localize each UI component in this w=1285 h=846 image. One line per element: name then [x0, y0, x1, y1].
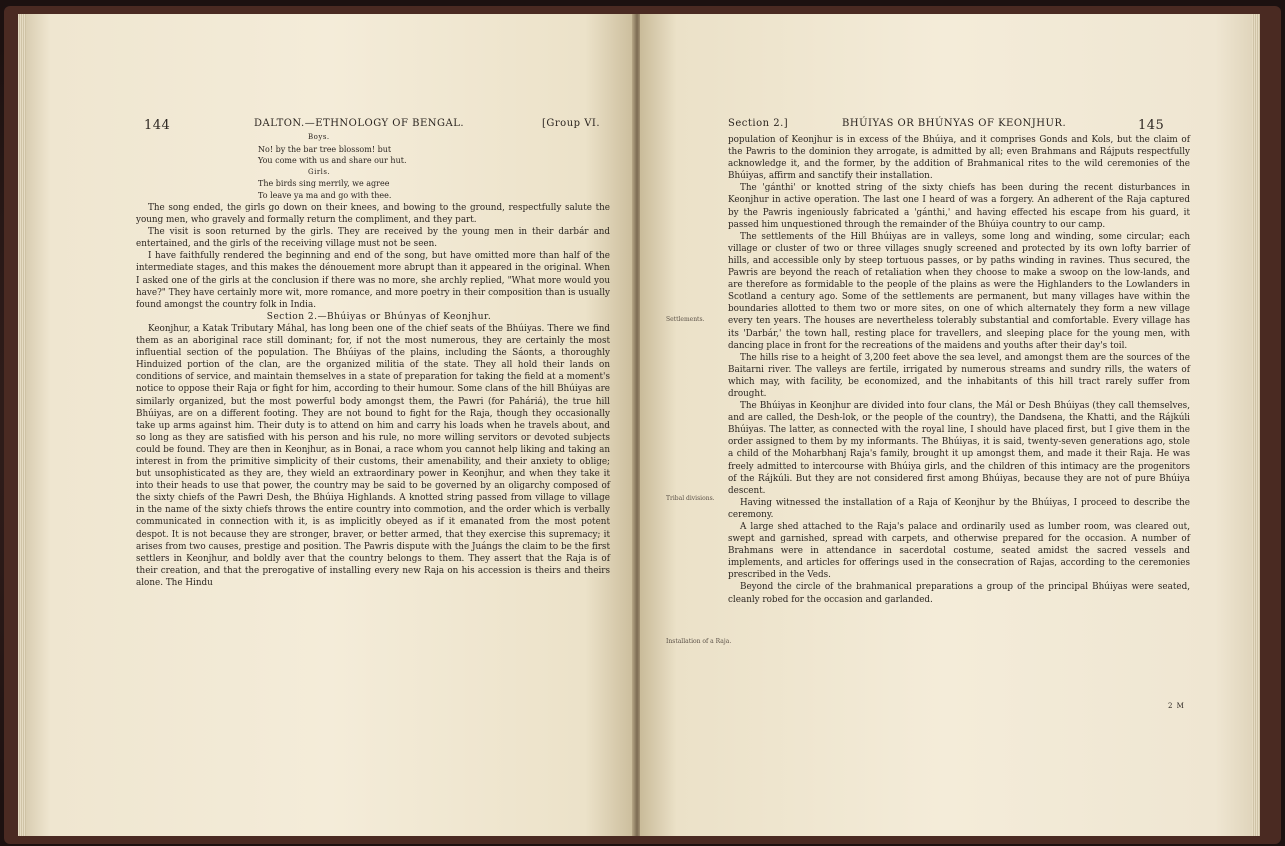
paragraph: The song ended, the girls go down on their knees, and bowing to the ground, respectfully salute the young men, who gravely and formally return the compliment, and they part.: [136, 203, 610, 226]
song-speaker-girls: Girls.: [308, 167, 331, 176]
song-line: You come with us and share our hut.: [258, 156, 407, 166]
paragraph: The visit is soon returned by the girls. They are received by the young men in their darbár and entertained, and the girls of the receiving village must not be seen.: [136, 227, 610, 250]
left-group-label: [Group VI.: [542, 118, 601, 129]
section-title: Section 2.—Bhúiyas or Bhúnyas of Keonjhur.: [266, 311, 492, 322]
paragraph: Having witnessed the installation of a Raja of Keonjhur by the Bhúiyas, I proceed to describe the ceremony.: [728, 497, 1190, 520]
left-running-head: DALTON.—ETHNOLOGY OF BENGAL.: [254, 118, 465, 129]
paragraph: A large shed attached to the Raja's palace and ordinarily used as lumber room, was cleared out, swept and garnished, spread with carpets, and otherwise prepared for the occasion. A number of Brahmans were in attendance in sacerdotal costume, seated amidst the sacred vessels and implements, and articles for offerings used in the consecration of Rajas, according to the ceremonies prescribed in the Veds.: [728, 522, 1190, 581]
paragraph: The settlements of the Hill Bhúiyas are in valleys, some long and winding, some circular; each village or cluster of two or three villages snugly screened and protected by its own lofty barrier of hills, and accessible only by steep tortuous passes, or by paths winding in ravines. Thus secured, the Pawris are beyond the reach of retaliation when they choose to make a swoop on the low-lands, and are therefore as formidable to the people of the plains as were the Highlanders to the Lowlanders in Scotland a century ago. Some of the settlements are permanent, but many villages have within the boundaries allotted to them two or more sites, on one of which alternately they form a new village every ten years. The houses are nevertheless tolerably substantial and comfortable. Every village has its 'Darbár,' the town hall, resting place for travellers, and sleeping place for the young men, with dancing place in front for the recreations of the maidens and youths after their day's toil.: [728, 231, 1190, 351]
paragraph: The hills rise to a height of 3,200 feet above the sea level, and amongst them are the sources of the Baitarni river. The valleys are fertile, irrigated by numerous streams and sundry rills, the waters of which may, with facility, be economized, and the inhabitants of this hill tract rarely suffer from drought.: [728, 352, 1190, 399]
paragraph: population of Keonjhur is in excess of the Bhúiya, and it comprises Gonds and Kols, but the claim of the Pawris to the dominion they arrogate, is admitted by all; even Brahmans and Rájputs respectfully acknowledge it, and the former, by the addition of Brahmanical rites to the wild ceremonies of the Bhúiyas, affirm and sanctify their installation.: [728, 135, 1190, 182]
song-line: The birds sing merrily, we agree: [258, 179, 390, 189]
left-page-number: 144: [144, 118, 171, 133]
song-line: No! by the bar tree blossom! but: [258, 144, 392, 154]
right-running-head: BHÚIYAS OR BHÚNYAS OF KEONJHUR.: [842, 118, 1067, 129]
margin-note-tribal-divisions: Tribal divisions.: [666, 495, 715, 502]
song-line: To leave ya ma and go with thee.: [258, 190, 392, 200]
right-page-number: 145: [1138, 118, 1165, 133]
paragraph: The 'gánthi' or knotted string of the sixty chiefs has been during the recent disturbances in Keonjhur in active operation. The last one I heard of was a forgery. An adherent of the Raja captured by the Pawris ingeniously fabricated a 'gánthi,' and having effected his escape from his guard, it passed him unquestioned through the remainder of the Bhúiya country to our camp.: [728, 183, 1190, 230]
paragraph: Beyond the circle of the brahmanical preparations a group of the principal Bhúiyas were seated, cleanly robed for the occasion and garlanded.: [728, 582, 1190, 605]
song-speaker-boys: Boys.: [308, 133, 330, 141]
margin-note-settlements: Settlements.: [666, 316, 705, 323]
paragraph: I have faithfully rendered the beginning and end of the song, but have omitted more than half of the intermediate stages, and this makes the dénouement more abrupt than it appeared in the original. When I asked one of the girls at the conclusion if there was no more, she archly replied, "What more would you have?" They have certainly more wit, more romance, and more poetry in their composition than is usually found amongst the country folk in India.: [136, 251, 610, 310]
paragraph: Keonjhur, a Katak Tributary Máhal, has long been one of the chief seats of the Bhúiyas. There we find them as an aboriginal race still dominant; for, if not the most numerous, they are certainly the most influential section of the population. The Bhúiyas of the plains, including the Sáonts, a thoroughly Hinduized portion of the clan, are the organized militia of the state. They all hold their lands on conditions of service, and maintain themselves in a state of preparation for taking the field at a moment's notice to oppose their Raja or fight for him, according to their humour. Some clans of the hill Bhúiyas are similarly organized, but the most powerful body amongst them, the Pawri (for Paháriá), the true hill Bhúiyas, are on a different footing. They are not bound to fight for the Raja, though they occasionally take up arms against him. Their duty is to attend on him and carry his loads when he travels about, and so long as they are satisfied with his person and his rule, no more willing servitors or devoted subjects could be found. They are then in Keonjhur, as in Bonai, a race whom you cannot help liking and taking an interest in from the primitive simplicity of their customs, their amenability, and their anxiety to oblige; but unsophisticated as they are, they wield an extraordinary power in Keonjhur, and when they take it into their heads to use that power, the country may be said to be governed by an oligarchy composed of the sixty chiefs of the Pawri Desh, the Bhúiya Highlands. A knotted string passed from village to village in the name of the sixty chiefs throws the entire country into commotion, and the order which is verbally communicated in connection with it, is as implicitly obeyed as if it emanated from the most potent despot. It is not because they are stronger, braver, or better armed, that they exercise this supremacy; it arises from two causes, prestige and position. The Pawris dispute with the Juángs the claim to be the first settlers in Keonjhur, and boldly aver that the country belongs to them. They assert that the Raja is of their creation, and that the prerogative of installing every new Raja on his accession is theirs and theirs alone. The Hindu: [136, 323, 610, 588]
paragraph: The Bhúiyas in Keonjhur are divided into four clans, the Mál or Desh Bhúiyas (they call themselves, and are called, the Desh-lok, or the people of the country), the Dandsena, the Khatti, and the Rájkúli Bhúiyas. The latter, as connected with the royal line, I should have placed first, but I give them in the order assigned to them by my informants. The Bhúiyas, it is said, twenty-seven generations ago, stole a child of the Moharbhanj Raja's family, brought it up amongst them, and made it their Raja. He was freely admitted to intercourse with Bhúiya girls, and the children of this intimacy are the progenitors of the Rájkúli. But they are not considered first among Bhúiyas, because they are not of pure Bhúiya descent.: [728, 401, 1190, 496]
song-verse: [258, 132, 407, 202]
signature-mark: 2 M: [1168, 702, 1185, 710]
left-body-top: [136, 202, 610, 589]
left-page: [26, 14, 634, 836]
right-page: [640, 14, 1252, 836]
right-section-label: Section 2.]: [728, 118, 789, 129]
right-body: [728, 134, 1190, 606]
margin-note-installation: Installation of a Raja.: [666, 638, 732, 645]
